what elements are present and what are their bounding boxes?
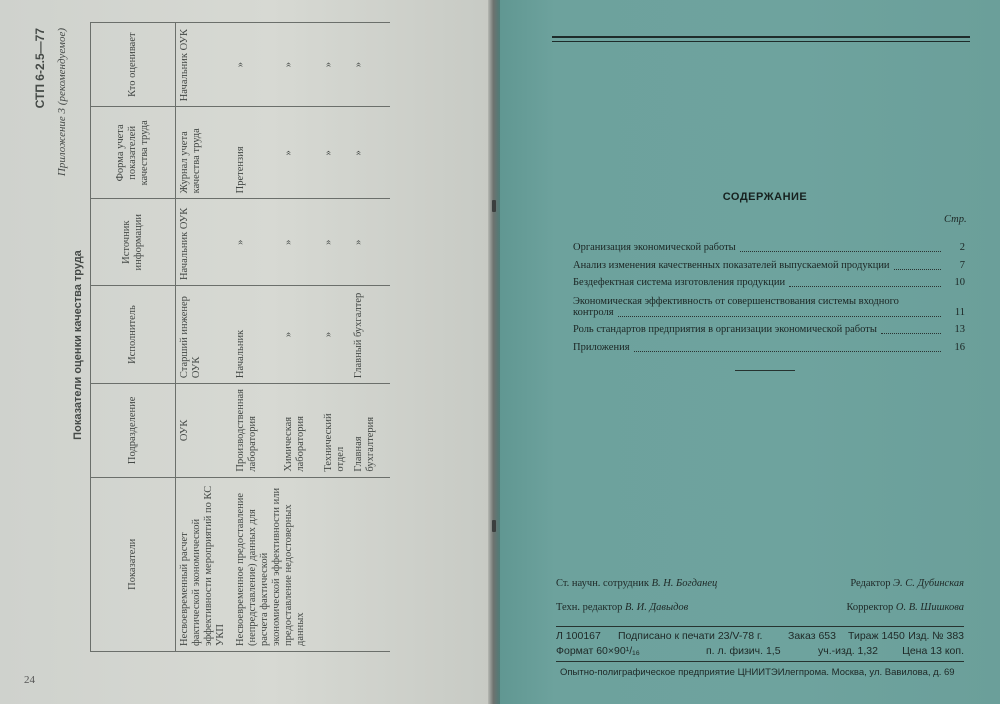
toc-item[interactable]	[573, 271, 965, 288]
credits-row-2	[556, 602, 964, 618]
table-cell: Старший инженер ОУК	[176, 286, 232, 384]
toc-item[interactable]	[573, 335, 965, 353]
imprint-rule-bottom	[556, 661, 964, 662]
publisher-line: Опытно-полиграфическое предприятие ЦНИИТЭИлегпрома. Москва, ул. Вавилова, д. 69	[560, 667, 955, 678]
appendix-label: Приложение 3 (рекомендуемое)	[55, 28, 68, 177]
toc-item-title: Организация экономической работы	[573, 242, 736, 253]
imprint-price: Цена 13 коп.	[902, 645, 964, 657]
standard-code: СТП 6-2.5—77	[33, 28, 47, 109]
credit-label: Ст. научн. сотрудник	[556, 578, 649, 589]
toc-item-title: Бездефектная система изготовления продукции	[573, 277, 786, 288]
credits-row-1	[556, 578, 964, 594]
table-cell: Журнал учета качества труда	[176, 107, 232, 199]
imprint-format: Формат 60×90¹/₁₆	[556, 645, 640, 657]
col-header: Кто оценивает	[91, 23, 176, 107]
toc-page-label: Стр.	[944, 214, 967, 225]
toc-item-page: 7	[959, 260, 965, 271]
rotated-content	[20, 20, 480, 670]
table-cell: »	[280, 23, 320, 107]
rotated-table-block	[20, 20, 480, 670]
imprint-row-2	[556, 645, 964, 660]
credit-name: В. И. Давыдов	[624, 602, 689, 613]
table-cell: »	[350, 107, 390, 199]
toc-leader-dots	[634, 350, 941, 352]
imprint-signed: Подписано к печати 23/V-78 г.	[618, 630, 763, 642]
toc-leader-dots	[894, 268, 941, 270]
imprint-edition: Изд. № 383	[908, 630, 964, 642]
toc-leader-dots	[740, 250, 941, 252]
table-cell: »	[280, 199, 320, 286]
credit-label: Редактор	[850, 578, 891, 589]
credit-editor	[850, 578, 964, 589]
toc-item-page: 13	[954, 324, 965, 335]
binding-stitch	[492, 520, 496, 532]
table-cell: Технический отдел	[320, 384, 350, 478]
col-header: Подразделение	[91, 384, 176, 478]
table-cell: Химическая лаборатория	[280, 384, 320, 478]
table-cell: Начальник	[232, 286, 280, 384]
imprint-sheets: п. л. физич. 1,5	[706, 645, 781, 657]
col-header: Исполнитель	[91, 286, 176, 384]
table-cell: Начальник ОУК	[176, 199, 232, 286]
col-header: Источник информации	[91, 199, 176, 286]
credit-name: О. В. Шишкова	[895, 602, 964, 613]
imprint-uch: уч.-изд. 1,32	[818, 645, 878, 657]
top-double-rule-thin	[552, 41, 970, 42]
table-cell: »	[280, 286, 320, 384]
table-cell: »	[350, 23, 390, 107]
credit-label: Корректор	[846, 602, 894, 613]
toc-item[interactable]	[573, 236, 965, 253]
toc-item[interactable]	[573, 253, 965, 271]
col-header: Показатели	[91, 477, 176, 651]
toc-leader-dots	[789, 285, 941, 287]
table-title: Показатели оценки качества труда	[72, 250, 84, 440]
table-cell: »	[232, 23, 280, 107]
table-cell: Производственная лаборатория	[232, 384, 280, 478]
imprint-code: Л 100167	[556, 630, 601, 642]
toc-item[interactable]	[573, 288, 965, 318]
toc-leader-dots	[618, 315, 941, 317]
table-cell: »	[232, 199, 280, 286]
toc-item-page: 16	[954, 342, 965, 353]
toc-item[interactable]	[573, 318, 965, 335]
page-number: 24	[24, 674, 35, 686]
toc-item-page: 10	[954, 277, 965, 288]
table-cell: »	[350, 199, 390, 286]
imprint-row-1	[556, 630, 964, 645]
toc-item-title: Приложения	[573, 342, 630, 353]
table-cell: »	[280, 107, 320, 199]
table-cell: »	[320, 199, 350, 286]
table-cell: Главная бухгалтерия	[350, 384, 390, 478]
toc-item-title: Анализ изменения качественных показателей выпускаемой продукции	[573, 260, 890, 271]
imprint-rule-top	[556, 626, 964, 627]
toc-title: СОДЕРЖАНИЕ	[722, 191, 808, 203]
credit-tech-editor	[556, 602, 688, 613]
top-double-rule	[552, 36, 970, 38]
book-gutter	[488, 0, 500, 704]
toc-leader-dots	[881, 332, 941, 334]
credit-corrector	[846, 602, 964, 613]
standard-header	[34, 28, 68, 176]
imprint-run: Тираж 1450	[848, 630, 905, 642]
imprint-order: Заказ 653	[788, 630, 836, 642]
binding-stitch	[492, 200, 496, 212]
table-cell: ОУК	[176, 384, 232, 478]
table-cell: Несвоевременное предоставление (непредставление) данных для расчета фактической экономической эффективности или предоставление недостоверных данных	[232, 477, 390, 651]
table-row	[176, 23, 232, 652]
table-cell: Начальник ОУК	[176, 23, 232, 107]
toc-item-page: 2	[959, 242, 965, 253]
toc-item-title: Роль стандартов предприятия в организации экономической работы	[573, 324, 877, 335]
table-row	[232, 23, 280, 652]
col-header: Форма учета показателей качества труда	[91, 107, 176, 199]
table-header-row	[91, 23, 176, 652]
section-divider	[735, 370, 795, 371]
credit-name: В. Н. Богданец	[651, 578, 718, 589]
table-cell: »	[320, 23, 350, 107]
table-cell: Несвоевременный расчет фактической экономической эффективности мероприятий по КС УКП	[176, 477, 232, 651]
credit-author	[556, 578, 717, 589]
left-page	[0, 0, 494, 704]
credit-label: Техн. редактор	[556, 602, 623, 613]
toc-item-page: 11	[954, 307, 965, 318]
indicators-table	[90, 22, 390, 652]
table-cell: »	[320, 107, 350, 199]
toc-list	[573, 236, 965, 353]
toc-item-title: Экономическая эффективность от совершенствования системы входного контроля	[573, 296, 899, 318]
table-cell: »	[320, 286, 350, 384]
table-cell: Претензия	[232, 107, 280, 199]
credit-name: Э. С. Дубинская	[893, 578, 964, 589]
table-cell: Главный бухгалтер	[350, 286, 390, 384]
